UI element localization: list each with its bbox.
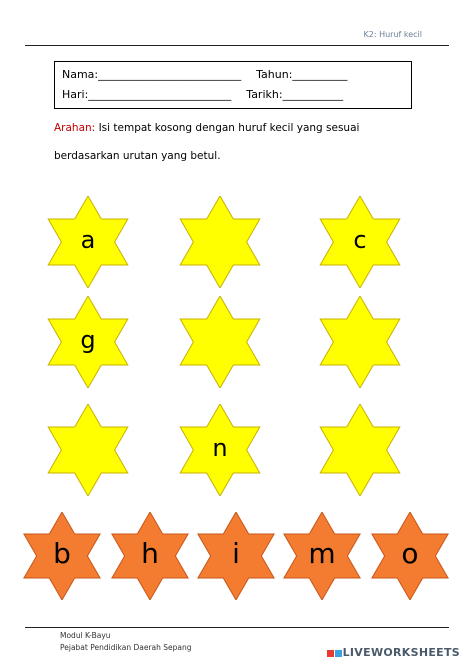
grid-star-2-shape (174, 196, 266, 288)
answer-star-b-letter: b (53, 537, 71, 570)
answer-star-b[interactable] (18, 512, 106, 600)
answer-star-o[interactable] (366, 512, 454, 600)
instruction-line-2: berdasarkan urutan yang betul. (54, 150, 221, 162)
grid-star-8-letter: n (212, 434, 228, 462)
answer-star-i[interactable] (192, 512, 280, 600)
answer-star-o-letter: o (401, 537, 419, 570)
nama-field[interactable]: Nama:__________________________ (62, 68, 242, 81)
grid-star-2[interactable] (174, 196, 266, 288)
header-rule (25, 45, 449, 46)
grid-star-8[interactable] (174, 404, 266, 496)
grid-star-9[interactable] (314, 404, 406, 496)
date-row (62, 88, 343, 101)
answer-star-m-letter: m (308, 537, 336, 570)
liveworksheets-logo: LIVEWORKSHEETS (327, 646, 460, 659)
answer-star-h-letter: h (141, 537, 159, 570)
grid-star-1-letter: a (80, 226, 96, 254)
star-icon (320, 296, 400, 388)
instruction-label: Arahan: (54, 122, 96, 134)
star-icon (48, 404, 128, 496)
grid-star-4-letter: g (80, 326, 96, 354)
grid-star-4[interactable] (42, 296, 134, 388)
star-icon (180, 196, 260, 288)
star-icon (180, 296, 260, 388)
grid-star-7[interactable] (42, 404, 134, 496)
tarikh-field[interactable]: Tarikh:___________ (246, 88, 344, 101)
grid-star-6-shape (314, 296, 406, 388)
hari-field[interactable]: Hari:__________________________ (62, 88, 232, 101)
grid-star-3[interactable] (314, 196, 406, 288)
grid-star-9-shape (314, 404, 406, 496)
instruction-line-1 (54, 122, 359, 134)
star-icon (320, 404, 400, 496)
grid-star-7-shape (42, 404, 134, 496)
name-row (62, 68, 347, 81)
tahun-field[interactable]: Tahun:__________ (256, 68, 348, 81)
footer-office: Pejabat Pendidikan Daerah Sepang (60, 643, 192, 652)
footer-module: Modul K-Bayu (60, 631, 111, 640)
grid-star-6[interactable] (314, 296, 406, 388)
header-tag: K2: Huruf kecil (363, 30, 422, 39)
student-info-box (54, 61, 412, 109)
footer-rule (25, 627, 449, 628)
answer-star-i-letter: i (232, 537, 240, 570)
grid-star-1[interactable] (42, 196, 134, 288)
grid-star-5[interactable] (174, 296, 266, 388)
grid-star-3-letter: c (353, 226, 367, 254)
grid-star-5-shape (174, 296, 266, 388)
instruction-text-1: Isi tempat kosong dengan huruf kecil yang sesuai (98, 122, 360, 134)
answer-star-h[interactable] (106, 512, 194, 600)
answer-star-m[interactable] (278, 512, 366, 600)
